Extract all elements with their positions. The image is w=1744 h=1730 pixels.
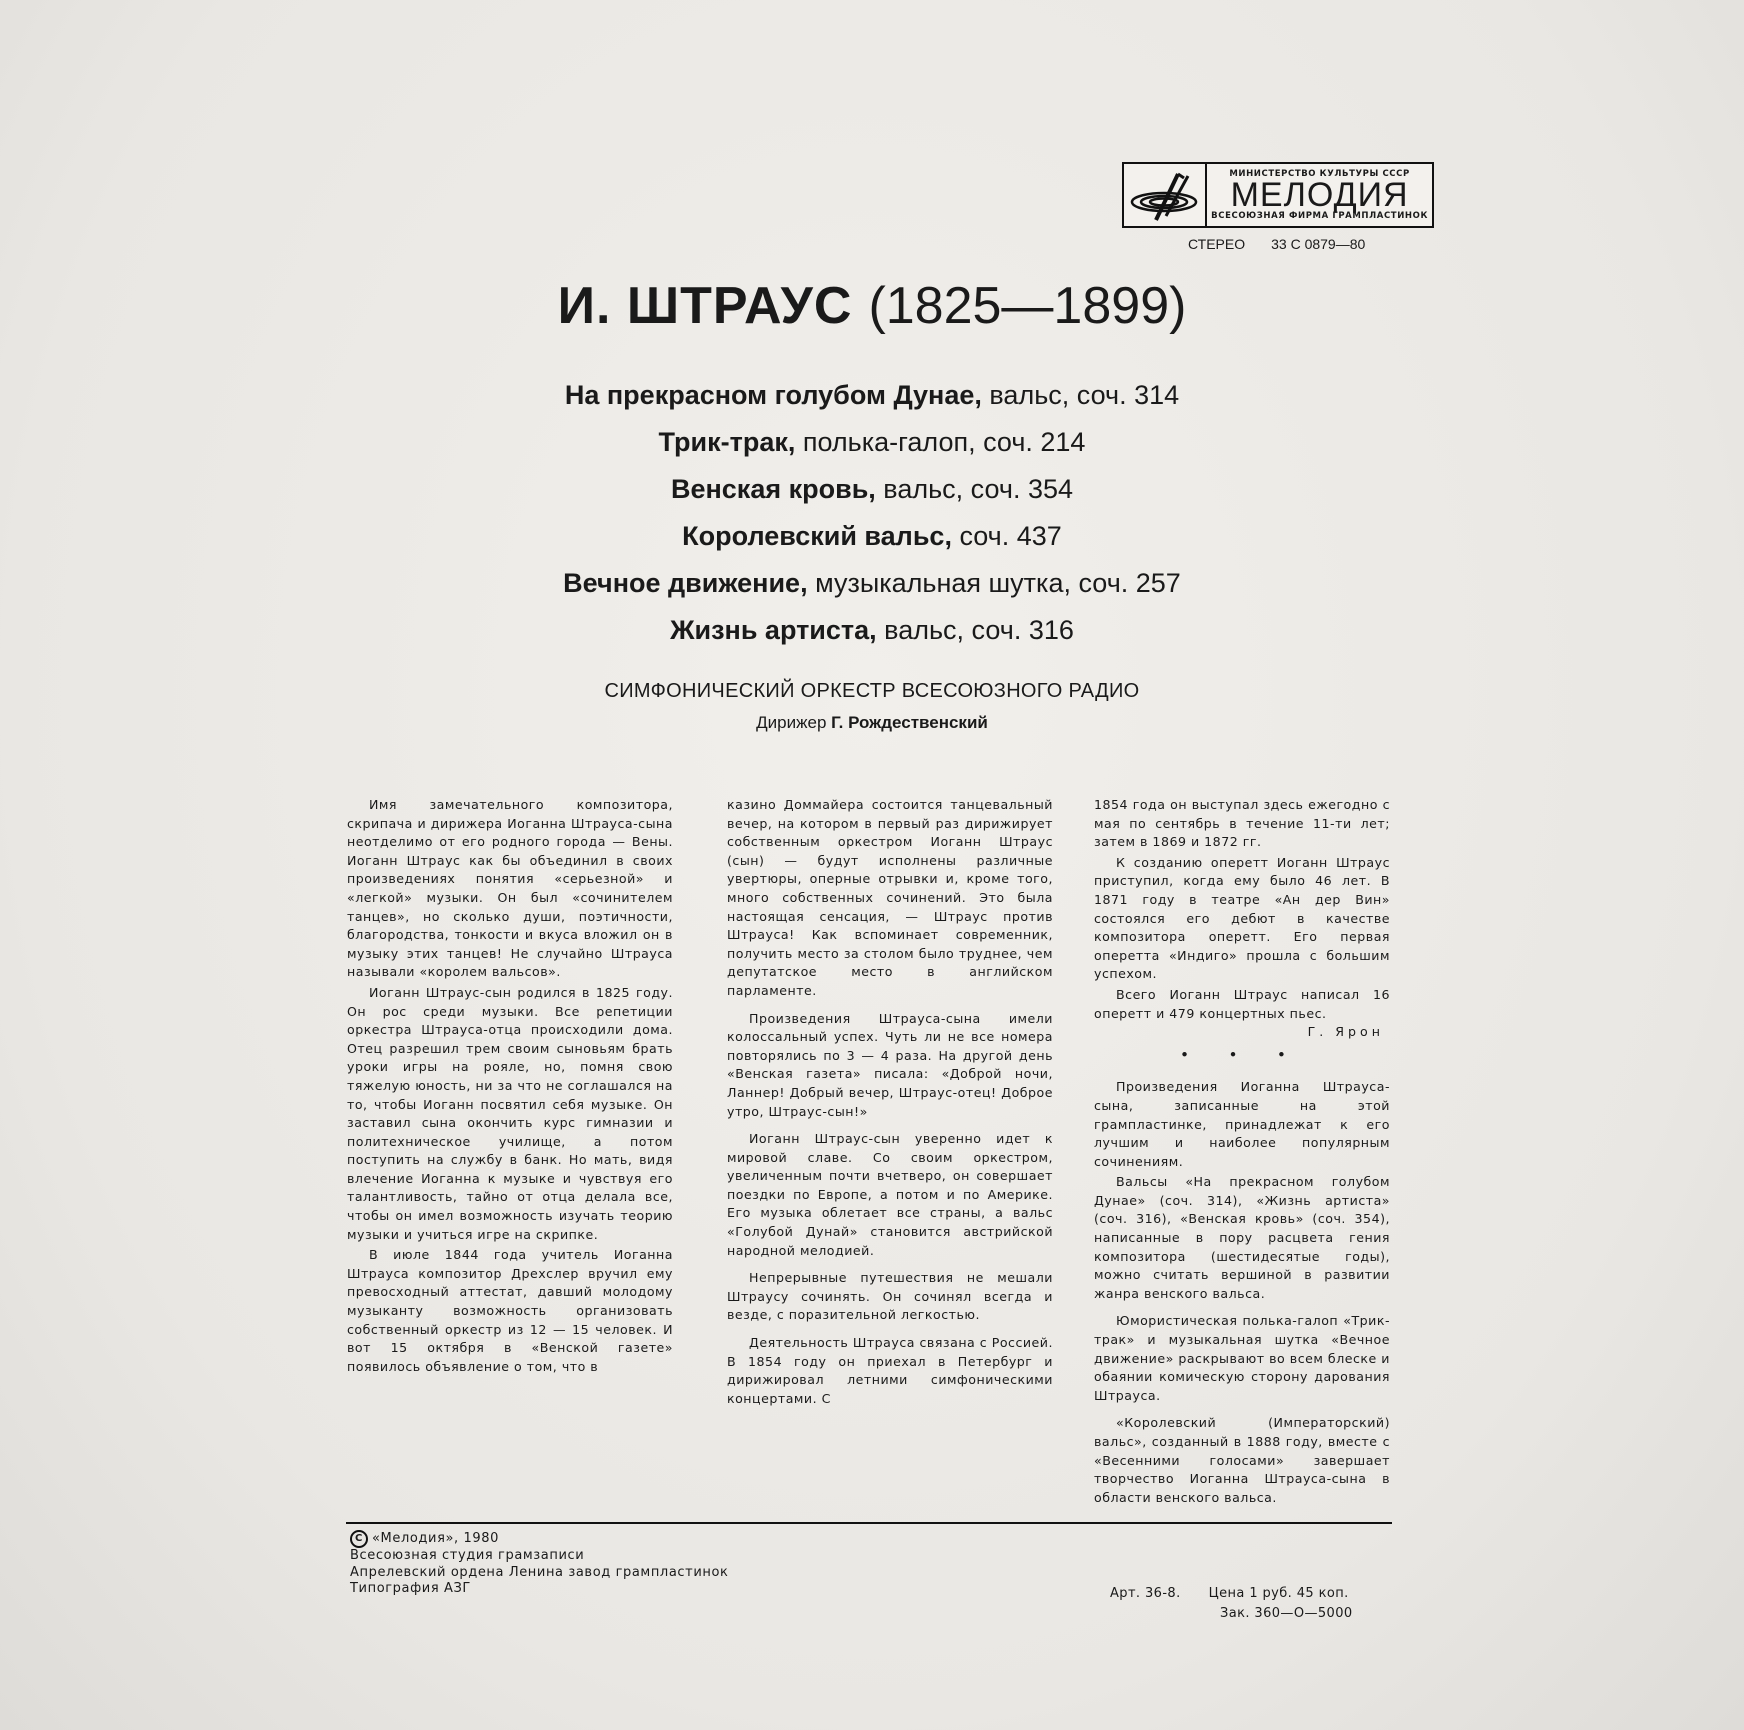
paragraph: Произведения Штрауса-сына имели колоссальный успех. Чуть ли не все номера повторялись по 3 — 4 раза. На другой день «Венская газета» писала: «Доброй ночи, Ланнер! Добрый вечер, Штраус-отец! Доброе утро, Штраус-сын!» bbox=[727, 1010, 1053, 1119]
brand-name: МЕЛОДИЯ bbox=[1230, 176, 1409, 214]
paragraph: Всего Иоганн Штраус написал 16 оперетт и 479 концертных пьес. bbox=[1094, 986, 1390, 1021]
conductor-line: Дирижер Г. Рождественский bbox=[756, 713, 988, 732]
copyright-line: C «Мелодия», 1980 bbox=[350, 1530, 728, 1548]
composer-name: И. ШТРАУС bbox=[557, 277, 853, 335]
paragraph: «Королевский (Императорский) вальс», созданный в 1888 году, вместе с «Весенними голосами» завершает творчество Иоганна Штрауса-сына в области венского вальса. bbox=[1094, 1415, 1390, 1505]
liner-notes-column-3 bbox=[1094, 796, 1390, 1507]
melodiya-record-logo-icon bbox=[1124, 164, 1207, 226]
liner-notes-column-2 bbox=[727, 796, 1053, 1408]
composer-years: (1825—1899) bbox=[868, 277, 1187, 335]
paragraph: Деятельность Штрауса связана с Россией. В 1854 году он приехал в Петербург и дирижировал летними симфоническими концертами. С bbox=[727, 1335, 1053, 1406]
paragraph: Юмористическая полька-галоп «Трик-трак» и музыкальная шутка «Вечное движение» раскрывают во всем блеске и обаянии комическую сторону дарования Штрауса. bbox=[1094, 1313, 1390, 1403]
track-item: Трик-трак, полька-галоп, соч. 214 bbox=[658, 427, 1086, 457]
ministry-label: МИНИСТЕРСТВО КУЛЬТУРЫ СССР bbox=[1229, 169, 1410, 179]
liner-notes-column-1 bbox=[347, 796, 673, 1376]
track-item: Вечное движение, музыкальная шутка, соч. 257 bbox=[563, 568, 1181, 598]
order-number: Зак. 360—О—5000 bbox=[1220, 1606, 1353, 1621]
paragraph: 1854 года он выступал здесь ежегодно с мая по сентябрь в течение 11-ти лет; затем в 1869 и 1872 гг. bbox=[1094, 797, 1390, 850]
paragraph: Непрерывные путешествия не мешали Штраусу сочинять. Он сочинял всегда и везде, с поразительной легкостью. bbox=[727, 1270, 1053, 1323]
price: Цена 1 руб. 45 коп. bbox=[1208, 1586, 1349, 1601]
paragraph: Иоганн Штраус-сын родился в 1825 году. Он рос среди музыки. Все репетиции оркестра Штрауса-отца происходили дома. Отец разрешил трем своим сыновьям брать уроки игры на рояле, но, помня свою тяжелую юность, ни за что не соглашался на то, чтобы Иоганн посвятил себя музыке. Он заставил сына окончить курс гимназии и политехническое училище, а потом поступить на службу в банк. Но мать, видя влечение Иоганна к музыке и чувствуя его талантливость, тайно от отца делала все, чтобы он имел возможность изучать теорию музыки и учиться игре на скрипке. bbox=[347, 984, 673, 1242]
conductor-name: Г. Рождественский bbox=[831, 713, 988, 732]
paragraph: Иоганн Штраус-сын уверенно идет к мировой славе. Со своим оркестром, увеличенным почти вчетверо, он совершает поездки по Европе, а потом и по Америке. Его музыка облетает все страны, а вальс «Голубой Дунай» становится австрийской народной мелодией. bbox=[727, 1131, 1053, 1258]
printer-line: Типография АЗГ bbox=[350, 1581, 471, 1596]
stereo-label: СТЕРЕО bbox=[1188, 236, 1246, 252]
catalog-info bbox=[1188, 236, 1365, 252]
article-number: Арт. 36-8. bbox=[1110, 1586, 1181, 1601]
orchestra-name: СИМФОНИЧЕСКИЙ ОРКЕСТР ВСЕСОЮЗНОГО РАДИО bbox=[604, 680, 1140, 702]
author-signature: Г. Ярон bbox=[1307, 1024, 1384, 1040]
track-item: Королевский вальс, соч. 437 bbox=[682, 521, 1062, 551]
paragraph: К созданию оперетт Иоганн Штраус приступил, когда ему было 46 лет. В 1871 году в театре «Ан дер Вин» состоялся его дебют в качестве композитора оперетт. Его первая оперетта «Индиго» прошла с большим успехом. bbox=[1094, 854, 1390, 982]
paragraph: Имя замечательного композитора, скрипача и дирижера Иоганна Штрауса-сына неотделимо от его родного города — Вены. Иоганн Штраус как бы объединил в своих произведениях понятия «серьезной» и «легкой» музыки. Он был «сочинителем танцев», но сколько души, поэтичности, благородства, тонкости и вкуса вложил он в музыку этих танцев! Не случайно Штрауса называли «королем вальсов». bbox=[347, 797, 673, 980]
paragraph: В июле 1844 года учитель Иоганна Штрауса композитор Дрехслер вручил ему превосходный аттестат, давший молодому музыканту возможность организовать собственный оркестр из 12 — 15 человек. И вот 15 октября в «Венской газете» появилось объявление о том, что в bbox=[347, 1247, 673, 1374]
production-credits bbox=[350, 1530, 728, 1598]
page-title bbox=[0, 276, 1744, 336]
catalog-number: 33 С 0879—80 bbox=[1271, 236, 1366, 252]
section-separator: • • • bbox=[1180, 1046, 1304, 1062]
track-item: Венская кровь, вальс, соч. 354 bbox=[670, 474, 1074, 504]
paragraph: Произведения Иоганна Штрауса-сына, записанные на этой грампластинке, принадлежат к его лучшим и наиболее популярным сочинениям. bbox=[1094, 1079, 1390, 1169]
price-info bbox=[1110, 1584, 1353, 1624]
footer-divider bbox=[346, 1522, 1392, 1524]
track-item: На прекрасном голубом Дунае, вальс, соч. 314 bbox=[564, 380, 1180, 410]
copyright-icon: C bbox=[350, 1530, 368, 1548]
track-item: Жизнь артиста, вальс, соч. 316 bbox=[670, 615, 1074, 645]
track-list bbox=[0, 372, 1744, 654]
melodiya-logo bbox=[1122, 162, 1434, 228]
performer-credits bbox=[0, 680, 1744, 733]
firm-label: ВСЕСОЮЗНАЯ ФИРМА ГРАМПЛАСТИНОК bbox=[1211, 211, 1428, 221]
paragraph: Вальсы «На прекрасном голубом Дунае» (соч. 314), «Жизнь артиста» (соч. 316), «Венская кровь» (соч. 354), написанные в пору расцвета гения композитора (шестидесятые годы), можно считать вершиной в развитии жанра венского вальса. bbox=[1094, 1174, 1390, 1301]
paragraph: казино Доммайера состоится танцевальный вечер, на котором в первый раз дирижирует собственным оркестром Иоганн Штраус (сын) — будут исполнены различные увертюры, оперные отрывки и, кроме того, много собственных сочинений. Это была настоящая сенсация, — Штраус против Штрауса! Как вспоминает современник, получить место за столом было труднее, чем депутатское место в английском парламенте. bbox=[727, 797, 1053, 998]
factory-line: Апрелевский ордена Ленина завод грампластинок bbox=[350, 1564, 729, 1580]
studio-line: Всесоюзная студия грамзаписи bbox=[350, 1548, 585, 1563]
